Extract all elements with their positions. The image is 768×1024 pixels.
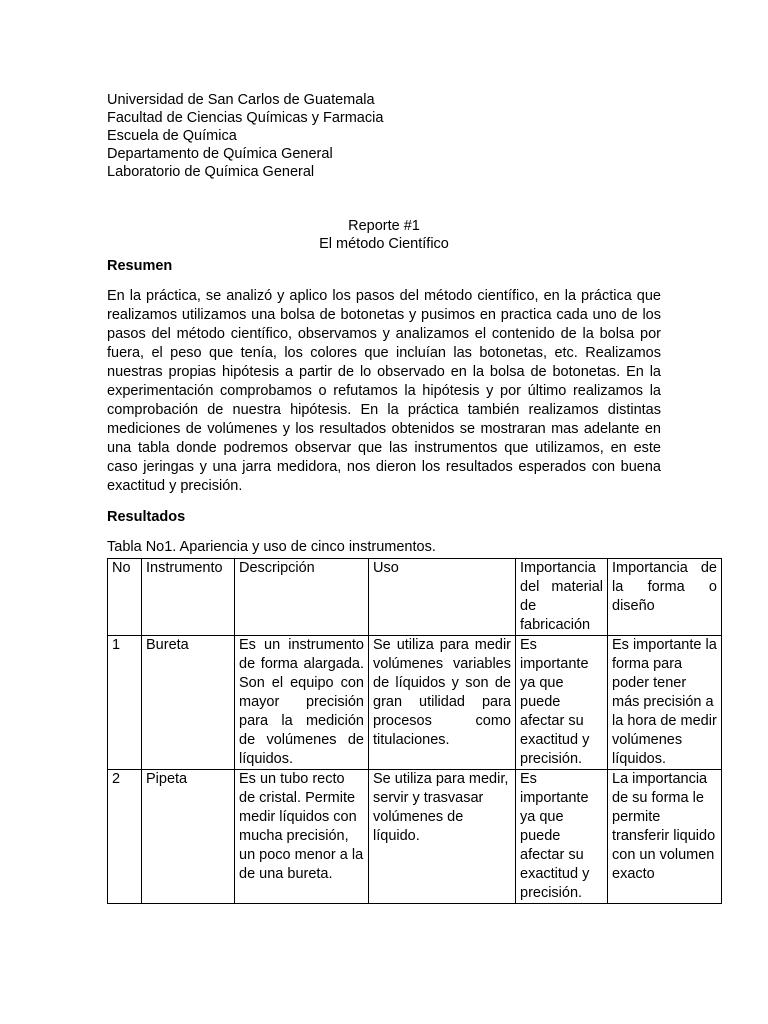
instruments-table <box>107 558 722 904</box>
table-header-row <box>108 559 722 636</box>
resultados-heading: Resultados <box>107 509 186 525</box>
instrument-use: Se utiliza para medir, servir y trasvasar volúmenes de líquido. <box>369 770 516 904</box>
material-importance: Es importante ya que puede afectar su exactitud y precisión. <box>516 770 608 904</box>
instrument-use: Se utiliza para medir volúmenes variables de líquidos y son de gran utilidad para procesos como titulaciones. <box>369 636 516 770</box>
row-number: 2 <box>108 770 142 904</box>
document-page <box>107 91 661 556</box>
report-title: El método Científico <box>319 236 449 252</box>
header-uso: Uso <box>369 559 516 636</box>
header-forma: Importancia de la forma o diseño <box>608 559 722 636</box>
school-name: Escuela de Química <box>107 128 237 144</box>
table-caption: Tabla No1. Apariencia y uso de cinco instrumentos. <box>107 539 436 555</box>
instrument-name: Pipeta <box>142 770 235 904</box>
material-importance: Es importante ya que puede afectar su exactitud y precisión. <box>516 636 608 770</box>
institution-header <box>107 91 661 181</box>
header-no: No <box>108 559 142 636</box>
faculty-name: Facultad de Ciencias Químicas y Farmacia <box>107 110 384 126</box>
resumen-heading: Resumen <box>107 258 173 274</box>
shape-importance: La importancia de su forma le permite transferir liquido con un volumen exacto <box>608 770 722 904</box>
shape-importance: Es importante la forma para poder tener más precisión a la hora de medir volúmenes líquidos. <box>608 636 722 770</box>
header-descripcion: Descripción <box>235 559 369 636</box>
university-name: Universidad de San Carlos de Guatemala <box>107 92 375 108</box>
table-row <box>108 636 722 770</box>
instrument-description: Es un instrumento de forma alargada. Son el equipo con mayor precisión para la medición de volúmenes de líquidos. <box>235 636 369 770</box>
department-name: Departamento de Química General <box>107 146 333 162</box>
instrument-description: Es un tubo recto de cristal. Permite medir líquidos con mucha precisión, un poco menor a la de una bureta. <box>235 770 369 904</box>
laboratory-name: Laboratorio de Química General <box>107 164 315 180</box>
row-number: 1 <box>108 636 142 770</box>
header-material: Importancia del material de fabricación <box>516 559 608 636</box>
report-title-block <box>107 217 661 253</box>
resumen-text: En la práctica, se analizó y aplico los pasos del método científico, en la práctica que realizamos utilizamos una bolsa de botonetas y pusimos en practica cada uno de los pasos del método científico, observamos y analizamos el contenido de la bolsa por fuera, el peso que tenía, los colores que incluían las botonetas, etc. Realizamos nuestras propias hipótesis a partir de lo observado en la bolsa de botonetas. En la experimentación comprobamos o refutamos la hipótesis y por último realizamos la comprobación de nuestra hipótesis. En la práctica también realizamos distintas mediciones de volúmenes y los resultados obtenidos se mostraran mas adelante en una tabla donde podremos observar que las instrumentos que utilizamos, en este caso jeringas y una jarra medidora, nos dieron los resultados esperados con buena exactitud y precisión. <box>107 288 661 494</box>
report-number: Reporte #1 <box>348 218 420 234</box>
header-instrumento: Instrumento <box>142 559 235 636</box>
table-row <box>108 770 722 904</box>
instrument-name: Bureta <box>142 636 235 770</box>
